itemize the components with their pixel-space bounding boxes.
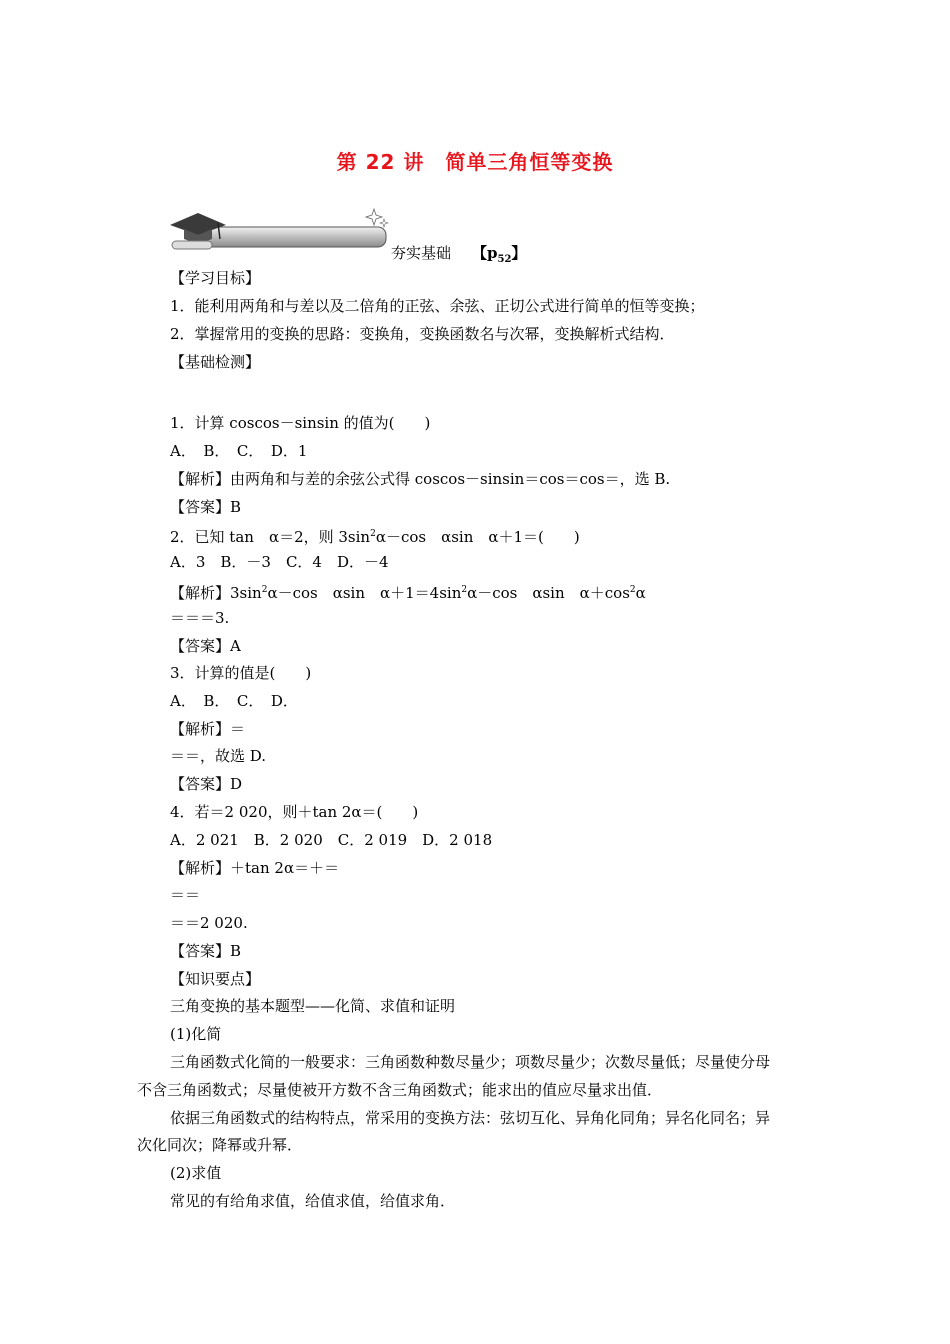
simplify-para-2a: 依据三角函数式的结构特点，常采用的变换方法：弦切互化、异角化同角；异名化同名；异 xyxy=(170,1109,771,1127)
simplify-para-1a: 三角函数式化简的一般要求：三角函数种数尽量少；项数尽量少；次数尽量低；尽量使分母 xyxy=(170,1053,771,1071)
question-3-analysis: 【解析】＝ xyxy=(170,720,246,738)
question-2-analysis-cont: ＝＝＝3. xyxy=(170,609,230,627)
page-reference xyxy=(472,242,526,265)
question-4-analysis-cont1: ＝＝ xyxy=(170,886,201,904)
question-1-answer: 【答案】B xyxy=(170,498,242,516)
question-1-analysis: 【解析】由两角和与差的余弦公式得 coscos－sinsin＝cos＝cos＝，选 B. xyxy=(170,470,671,488)
question-3-answer: 【答案】D xyxy=(170,775,243,793)
section-heading-objectives: 【学习目标】 xyxy=(170,269,261,287)
question-3-analysis-cont: ＝＝，故选 D. xyxy=(170,747,267,765)
subheading-simplify: (1)化简 xyxy=(170,1025,222,1043)
q2-analysis-g: α xyxy=(635,584,646,602)
question-1: 1．计算 coscos－sinsin 的值为( ) xyxy=(170,414,431,432)
knowledge-topic: 三角变换的基本题型——化简、求值和证明 xyxy=(170,997,456,1015)
question-2 xyxy=(170,524,580,547)
question-2-options: A．3 B．－3 C．4 D．－4 xyxy=(170,553,389,571)
q2-analysis-exp3: 2 xyxy=(629,585,636,595)
objective-1: 1．能利用两角和与差以及二倍角的正弦、余弦、正切公式进行简单的恒等变换； xyxy=(170,297,705,315)
subheading-evaluate: (2)求值 xyxy=(170,1164,222,1182)
q2-part2: α－cos αsin α＋1＝( ) xyxy=(375,528,580,546)
q2-analysis-c: α－cos αsin α＋1＝4sin xyxy=(267,584,462,602)
question-4-options: A．2 021 B．2 020 C．2 019 D．2 018 xyxy=(170,831,493,849)
page-ref-close: 】 xyxy=(511,244,527,262)
page-ref-number: 52 xyxy=(497,254,512,265)
question-1-options: A． B． C． D．1 xyxy=(170,442,308,460)
question-4-answer: 【答案】B xyxy=(170,942,242,960)
lesson-title: 第 22 讲 简单三角恒等变换 xyxy=(336,150,614,174)
section-heading-check: 【基础检测】 xyxy=(170,353,261,371)
section-heading-knowledge: 【知识要点】 xyxy=(170,970,261,988)
q2-exponent: 2 xyxy=(370,529,376,539)
q2-analysis-a: 【解析】3sin xyxy=(170,584,262,602)
question-2-analysis xyxy=(170,580,646,603)
question-3: 3．计算的值是( ) xyxy=(170,664,312,682)
question-4-analysis: 【解析】＋tan 2α＝＋＝ xyxy=(170,859,340,877)
question-4-analysis-cont2: ＝＝2 020. xyxy=(170,914,248,932)
graduation-cap-banner-icon xyxy=(168,205,398,265)
simplify-para-1b: 不含三角函数式；尽量使被开方数不含三角函数式；能求出的值应尽量求出值． xyxy=(137,1081,663,1099)
page-ref-open: 【p xyxy=(472,244,498,262)
evaluate-para: 常见的有给角求值，给值求值，给值求角． xyxy=(170,1192,456,1210)
objective-2: 2．掌握常用的变换的思路：变换角，变换函数名与次幂，变换解析式结构． xyxy=(170,325,675,343)
banner-label: 夯实基础 xyxy=(391,244,452,262)
q2-analysis-exp2: 2 xyxy=(461,585,468,595)
simplify-para-2b: 次化同次；降幂或升幂． xyxy=(137,1136,303,1154)
question-4: 4．若＝2 020，则＋tan 2α＝( ) xyxy=(170,803,419,821)
q2-analysis-e: α－cos αsin α＋cos xyxy=(467,584,630,602)
question-2-answer: 【答案】A xyxy=(170,637,241,655)
question-3-options: A． B． C． D． xyxy=(170,692,298,710)
q2-part1: 2．已知 tan α＝2，则 3sin xyxy=(170,528,371,546)
q2-analysis-exp1: 2 xyxy=(261,585,268,595)
